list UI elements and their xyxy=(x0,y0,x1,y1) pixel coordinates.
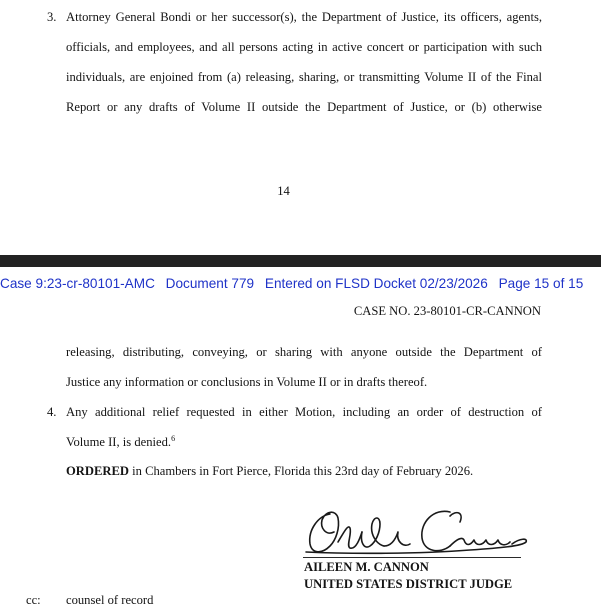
cc-label: cc: xyxy=(26,593,41,607)
case-number-heading: CASE NO. 23-80101-CR-CANNON xyxy=(353,304,541,318)
page-divider xyxy=(0,255,601,267)
document-number-stamp: Document 779 xyxy=(165,276,255,291)
footnote-marker: 6 xyxy=(171,434,176,443)
signature-block xyxy=(304,559,512,593)
text-line: Justice any information or conclusions in Volume II or in drafts thereof. xyxy=(66,375,428,389)
paragraph-number: 3. xyxy=(47,10,57,24)
page-14 xyxy=(0,0,601,255)
page-number: 14 xyxy=(277,184,290,198)
paragraph-4 xyxy=(47,397,542,457)
text-line xyxy=(66,427,542,457)
paragraph-3 xyxy=(47,2,542,122)
text-line: Any additional relief requested in either Motion, including an order of destruction of xyxy=(66,405,542,419)
text-line: individuals, are enjoined from (a) releasing, sharing, or transmitting Volume II of the Final xyxy=(66,70,542,84)
handwritten-signature xyxy=(300,502,530,562)
page-count-stamp: Page 15 of 15 xyxy=(498,276,584,291)
judge-title: UNITED STATES DISTRICT JUDGE xyxy=(304,577,513,591)
docket-header-stamp xyxy=(0,276,590,291)
text-line: officials, and employees, and all persons acting in active concert or participation with such xyxy=(66,40,542,54)
signature-line xyxy=(303,557,521,558)
paragraph-3-continued xyxy=(66,337,542,397)
text-line: Report or any drafts of Volume II outside the Department of Justice, or (b) otherwise xyxy=(66,100,542,114)
ordered-label: ORDERED xyxy=(66,464,129,478)
text-line-content: Volume II, is denied. xyxy=(66,435,172,449)
paragraph-number: 4. xyxy=(47,405,57,419)
ordered-text: in Chambers in Fort Pierce, Florida this 23rd day of February 2026. xyxy=(128,464,474,478)
entered-date-stamp: Entered on FLSD Docket 02/23/2026 xyxy=(264,276,488,291)
ordered-line xyxy=(66,464,473,479)
text-line: releasing, distributing, conveying, or sharing with anyone outside the Department of xyxy=(66,345,542,359)
signature-icon xyxy=(300,502,530,562)
cc-recipients: counsel of record xyxy=(66,593,154,607)
text-line: Attorney General Bondi or her successor(s), the Department of Justice, its officers, agents, xyxy=(66,10,542,24)
case-number-stamp: Case 9:23-cr-80101-AMC xyxy=(0,276,155,291)
judge-name: AILEEN M. CANNON xyxy=(304,560,429,574)
